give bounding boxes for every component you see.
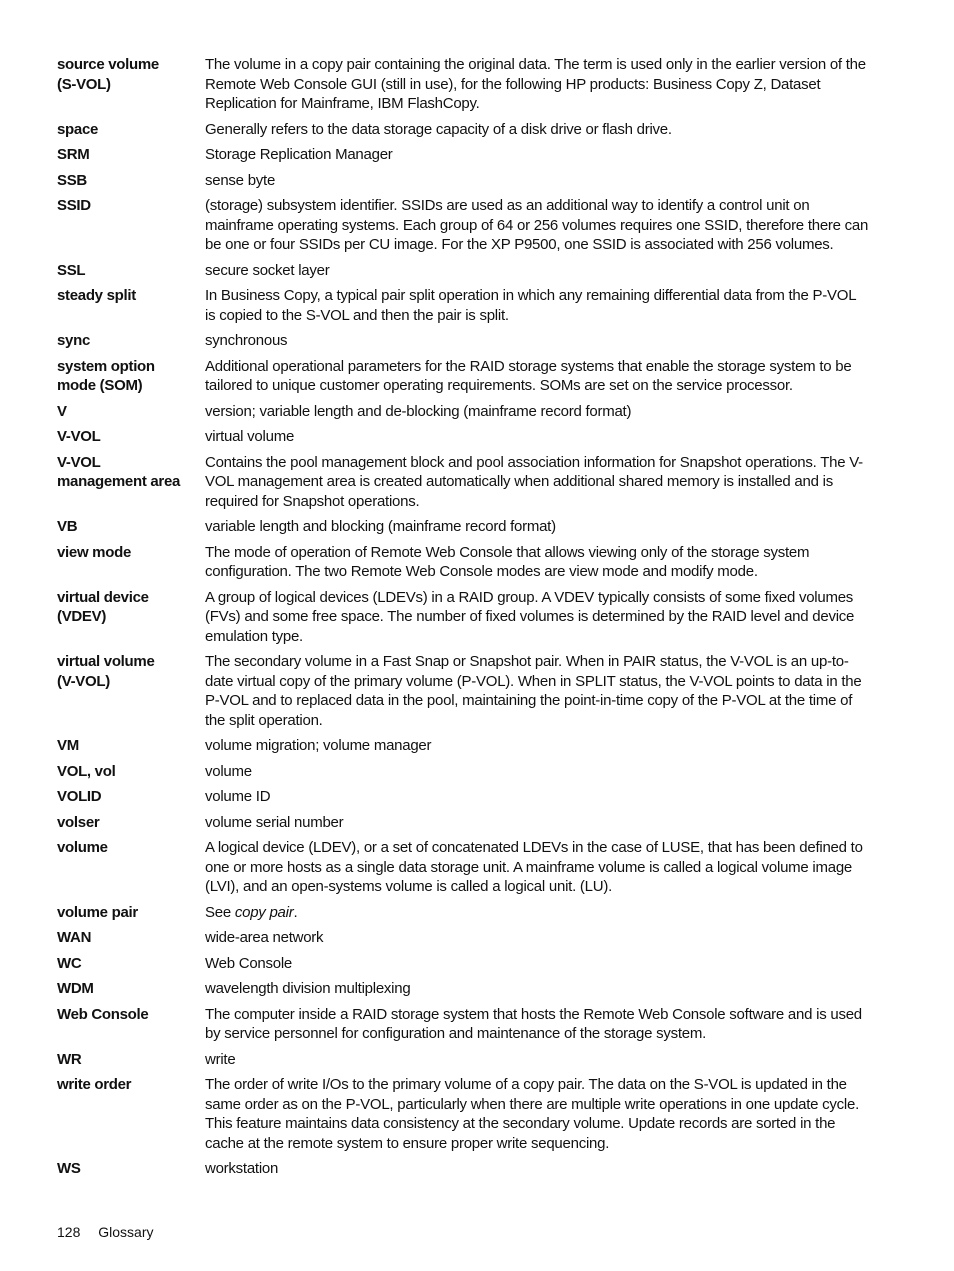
glossary-term: Web Console	[57, 1005, 149, 1023]
section-name: Glossary	[98, 1224, 154, 1240]
glossary-entry	[57, 1005, 869, 1044]
glossary-term: system option mode (SOM)	[57, 357, 155, 394]
glossary-entry	[57, 838, 869, 897]
glossary-list	[57, 55, 869, 1185]
definition-text: See	[205, 903, 235, 921]
glossary-term: WC	[57, 954, 82, 972]
glossary-term: sync	[57, 332, 90, 349]
glossary-definition: synchronous	[205, 332, 288, 349]
glossary-term: V-VOL management area	[57, 453, 181, 490]
glossary-term: volume	[57, 839, 108, 856]
glossary-definition: The mode of operation of Remote Web Console that allows viewing only of the storage system configuration. The two Remote Web Console modes are view mode and modify mode.	[205, 543, 810, 580]
glossary-definition: volume	[205, 762, 252, 780]
glossary-entry	[57, 55, 869, 114]
glossary-definition	[205, 903, 869, 923]
glossary-definition: Web Console	[205, 954, 293, 972]
glossary-entry	[57, 979, 869, 999]
glossary-entry	[57, 120, 869, 140]
glossary-term: VOL, vol	[57, 762, 116, 780]
glossary-definition: Additional operational parameters for the RAID storage systems that enable the storage system to be tailored to unique customer operating requirements. SOMs are set on the service processor.	[205, 357, 852, 394]
glossary-entry	[57, 171, 869, 191]
glossary-entry	[57, 762, 869, 782]
glossary-definition: secure socket layer	[205, 261, 330, 279]
glossary-definition: A group of logical devices (LDEVs) in a RAID group. A VDEV typically consists of some fixed volumes (FVs) and some free space. The number of fixed volumes is determined by the RAID level and device emulation type.	[205, 588, 855, 645]
glossary-entry	[57, 787, 869, 807]
glossary-term: WR	[57, 1050, 82, 1068]
glossary-definition: write	[205, 1050, 236, 1068]
glossary-entry	[57, 453, 869, 512]
glossary-definition: Generally refers to the data storage capacity of a disk drive or flash drive.	[205, 120, 672, 138]
glossary-definition: version; variable length and de-blocking (mainframe record format)	[205, 402, 632, 420]
glossary-definition: In Business Copy, a typical pair split operation in which any remaining differential data from the P-VOL is copied to the S-VOL and then the pair is split.	[205, 287, 856, 324]
glossary-term: WAN	[57, 929, 92, 946]
glossary-entry	[57, 928, 869, 948]
glossary-term: steady split	[57, 287, 136, 304]
glossary-term: V-VOL	[57, 428, 101, 445]
definition-text-after: .	[293, 903, 298, 921]
glossary-definition: virtual volume	[205, 428, 295, 445]
glossary-entry	[57, 1075, 869, 1153]
glossary-term: SSB	[57, 171, 87, 189]
glossary-term: write order	[57, 1076, 132, 1093]
glossary-entry	[57, 331, 869, 351]
glossary-entry	[57, 1159, 869, 1179]
glossary-definition: volume serial number	[205, 813, 344, 831]
glossary-entry	[57, 517, 869, 537]
glossary-entry	[57, 954, 869, 974]
glossary-definition: Contains the pool management block and pool association information for Snapshot operations. The V-VOL management area is created automatically when additional shared memory is installed and is required for Snapshot operations.	[205, 453, 863, 510]
glossary-entry	[57, 261, 869, 281]
glossary-entry	[57, 427, 869, 447]
glossary-entry	[57, 402, 869, 422]
glossary-definition: sense byte	[205, 171, 276, 189]
glossary-term: VOLID	[57, 788, 102, 805]
glossary-definition: The order of write I/Os to the primary volume of a copy pair. The data on the S-VOL is updated in the same order as on the P-VOL, particularly when there are multiple write operations in one update cycle. This feature maintains data consistency at the secondary volume. Update records are sorted in the cache at the remote system to ensure proper write sequencing.	[205, 1076, 860, 1152]
glossary-entry	[57, 357, 869, 396]
glossary-definition: wide-area network	[205, 929, 324, 946]
glossary-term: view mode	[57, 543, 131, 561]
glossary-definition: volume ID	[205, 788, 271, 805]
glossary-term: VM	[57, 737, 79, 754]
glossary-term: virtual volume (V-VOL)	[57, 653, 155, 690]
glossary-term: virtual device (VDEV)	[57, 588, 149, 625]
glossary-term: volume pair	[57, 903, 138, 921]
glossary-entry	[57, 543, 869, 582]
glossary-term: SSID	[57, 197, 91, 214]
glossary-definition: wavelength division multiplexing	[205, 980, 411, 997]
glossary-entry	[57, 1050, 869, 1070]
glossary-term: WDM	[57, 980, 94, 997]
glossary-definition: A logical device (LDEV), or a set of concatenated LDEVs in the case of LUSE, that has been defined to one or more hosts as a single data storage unit. A mainframe volume is called a logical volume image (LVI), and an open-systems volume is called a logical unit. (LU).	[205, 839, 863, 895]
glossary-term: SSL	[57, 261, 86, 279]
glossary-entry	[57, 736, 869, 756]
glossary-term: volser	[57, 813, 100, 831]
glossary-entry	[57, 196, 869, 255]
glossary-term: VB	[57, 518, 78, 535]
glossary-entry	[57, 588, 869, 647]
glossary-definition: The computer inside a RAID storage system that hosts the Remote Web Console software and is used by service personnel for configuration and maintenance of the storage system.	[205, 1005, 862, 1042]
glossary-term: V	[57, 402, 67, 420]
page-footer	[57, 1222, 153, 1242]
glossary-entry	[57, 286, 869, 325]
glossary-entry	[57, 813, 869, 833]
glossary-term: WS	[57, 1160, 81, 1177]
page-number: 128	[57, 1224, 81, 1240]
glossary-definition: Storage Replication Manager	[205, 146, 393, 163]
glossary-definition: The volume in a copy pair containing the original data. The term is used only in the earlier version of the Remote Web Console GUI (still in use), for the following HP products: Business Copy Z, Dataset Replication for Mainframe, IBM FlashCopy.	[205, 56, 866, 112]
glossary-term: space	[57, 120, 99, 138]
glossary-term: source volume (S-VOL)	[57, 56, 159, 93]
glossary-entry	[57, 145, 869, 165]
glossary-definition: workstation	[205, 1160, 279, 1177]
glossary-definition: variable length and blocking (mainframe record format)	[205, 518, 556, 535]
glossary-definition: The secondary volume in a Fast Snap or Snapshot pair. When in PAIR status, the V-VOL is an up-to-date virtual copy of the primary volume (P-VOL). When in SPLIT status, the V-VOL points to data in the P-VOL and to replaced data in the pool, maintaining the point-in-time copy of the P-VOL at the time of the split operation.	[205, 653, 862, 729]
definition-reference: copy pair	[234, 903, 294, 921]
glossary-entry	[57, 903, 869, 923]
glossary-term: SRM	[57, 146, 90, 163]
glossary-definition: volume migration; volume manager	[205, 737, 432, 754]
glossary-entry	[57, 652, 869, 730]
glossary-definition: (storage) subsystem identifier. SSIDs are used as an additional way to identify a control unit on mainframe operating systems. Each group of 64 or 256 volumes requires one SSID, therefore there can be one or four SSIDs per CU image. For the XP P9500, one SSID is associated with 256 volumes.	[205, 197, 869, 253]
